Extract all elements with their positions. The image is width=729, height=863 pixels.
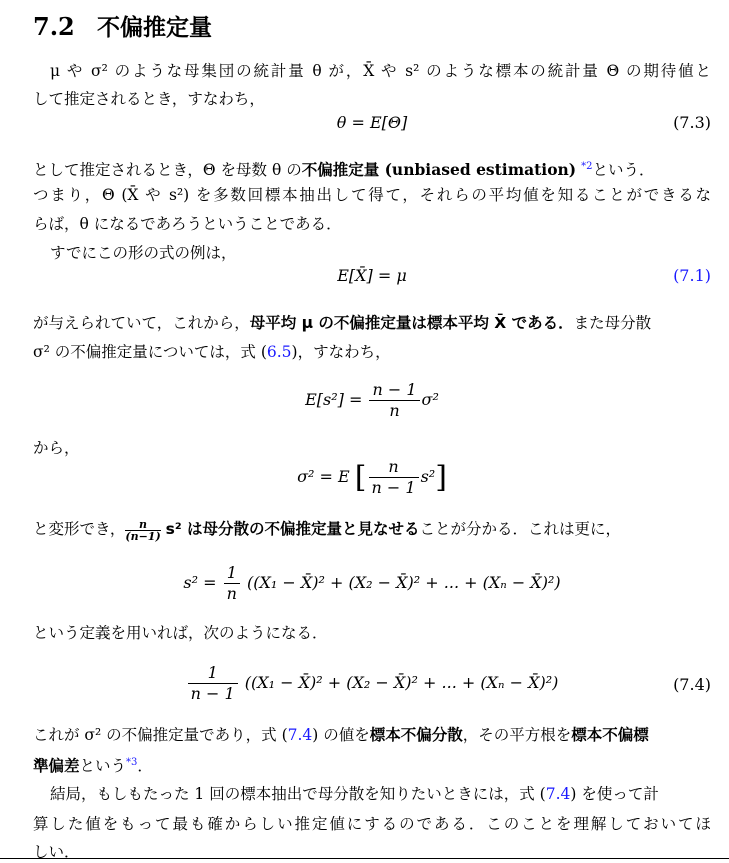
lhs: s² =: [183, 573, 217, 592]
equation-body: [33, 663, 711, 704]
equation-7-4: [33, 663, 711, 713]
para2-line4: すでにこの形の式の例は，: [50, 244, 237, 262]
equation-body: [33, 563, 711, 604]
denominator: n: [389, 401, 400, 420]
footnote-ref[interactable]: *3: [126, 757, 138, 768]
text: これが σ² の不偏推定量であり，式 (: [33, 726, 288, 744]
equation-link[interactable]: 7.4: [545, 785, 571, 803]
section-number: 7.2: [33, 12, 75, 41]
equation-tag: (7.4): [673, 675, 711, 694]
para4-line: [33, 518, 711, 542]
para6-line1: [33, 724, 711, 746]
lhs: σ² = E: [297, 467, 350, 486]
term-sample-unbiased-sd: 標本不偏標: [571, 726, 649, 744]
rhs: σ²: [421, 390, 439, 409]
equation-link[interactable]: 6.5: [266, 343, 292, 361]
denominator: (n−1): [125, 529, 161, 543]
section-title: 不偏推定量: [97, 15, 212, 41]
equation-body: θ = E[Θ]: [336, 113, 408, 132]
denominator: n − 1: [190, 684, 235, 703]
equation-7-1: [33, 266, 711, 306]
footnote-ref[interactable]: *2: [581, 161, 593, 172]
text: また母分散: [573, 314, 652, 332]
rhs: ((X₁ − X̄)² + (X₂ − X̄)² + ... + (Xₙ − X̄)²): [244, 673, 559, 692]
denominator: n − 1: [371, 478, 416, 497]
fraction: [369, 380, 419, 421]
numerator: n: [369, 457, 419, 478]
para1-line2: して推定されるとき，すなわち，: [33, 90, 265, 108]
para5-line: という定義を用いれば，次のようになる．: [33, 624, 328, 642]
text-kara: から，: [33, 439, 80, 457]
para2-line2: つまり，Θ (X̄ や s²) を多数回標本抽出して得て，それらの平均値を知ることができるな: [33, 186, 711, 204]
text: ) を使って計: [570, 785, 659, 803]
text: ) の値を: [312, 726, 370, 744]
numerator: 1: [224, 563, 240, 584]
text: )，すなわち，: [291, 343, 391, 361]
section-heading: [33, 9, 212, 42]
para2-line1: [33, 156, 711, 181]
text: 結局，もしもたった 1 回の標本抽出で母分散を知りたいときには，式 (: [50, 785, 546, 803]
numerator: 1: [188, 663, 238, 684]
fraction: [188, 663, 238, 704]
text: という．: [592, 161, 655, 180]
rhs: ((X₁ − X̄)² + (X₂ − X̄)² + ... + (Xₙ − X̄)²): [247, 573, 561, 592]
text: ．: [137, 757, 153, 776]
bold-statement: 母平均 μ の不偏推定量は標本平均 X̄ である．: [249, 314, 574, 332]
equation-body: [33, 380, 711, 421]
equation-tag: (7.3): [673, 113, 711, 132]
para1-line1: μ や σ² のような母集団の統計量 θ が，X̄ や s² のような標本の統計量 Θ の期待値と: [50, 62, 711, 80]
fraction: [369, 457, 419, 498]
text: という: [79, 757, 127, 776]
equation-s2-definition: [33, 563, 711, 613]
para6-line5: しい．: [33, 843, 80, 861]
equation-7-3: [33, 113, 711, 153]
term-sample-unbiased-variance: 標本不偏分散: [369, 726, 463, 744]
text: として推定されるとき，Θ を母数 θ の: [33, 161, 302, 180]
term-sample-unbiased-sd-cont: 準偏差: [33, 757, 80, 776]
rhs: s²: [420, 467, 436, 486]
term-unbiased-estimator: 不偏推定量 (unbiased estimation): [301, 160, 577, 180]
equation-body: E[X̄] = μ: [337, 266, 407, 285]
equation-expected-s2: [33, 380, 711, 430]
text: σ² の不偏推定量については，式 (: [33, 343, 267, 361]
para6-line3: [33, 783, 711, 805]
fraction: [224, 563, 240, 604]
para2-line3: らば，θ になるであろうということである．: [33, 215, 342, 233]
equation-body: σ² = E [ $\frac{n}{n - 1}$ s²]: [297, 457, 447, 497]
equation-link[interactable]: 7.4: [287, 726, 313, 744]
numerator: n: [125, 519, 160, 531]
text: ，その平方根を: [462, 726, 572, 744]
text: と変形でき，: [33, 520, 126, 538]
para6-line4: 算した値をもって最も確からしい推定値にするのである．このことを理解しておいてほ: [33, 815, 711, 833]
para3-line1: [33, 312, 711, 334]
numerator: n − 1: [369, 380, 419, 401]
inline-fraction: [125, 519, 160, 542]
equation-ref-tag[interactable]: (7.1): [673, 266, 711, 285]
text: ことが分かる．これは更に，: [419, 520, 622, 538]
denominator: n: [226, 584, 237, 603]
equation-sigma2: [33, 457, 711, 507]
text: が与えられていて，これから，: [33, 314, 250, 332]
para3-line2: [33, 341, 711, 363]
lhs: E[s²] =: [305, 390, 363, 409]
bold-statement: s² は母分散の不偏推定量と見なせる: [165, 520, 420, 538]
para6-line2: [33, 752, 711, 777]
page-bottom-rule: [0, 858, 729, 859]
